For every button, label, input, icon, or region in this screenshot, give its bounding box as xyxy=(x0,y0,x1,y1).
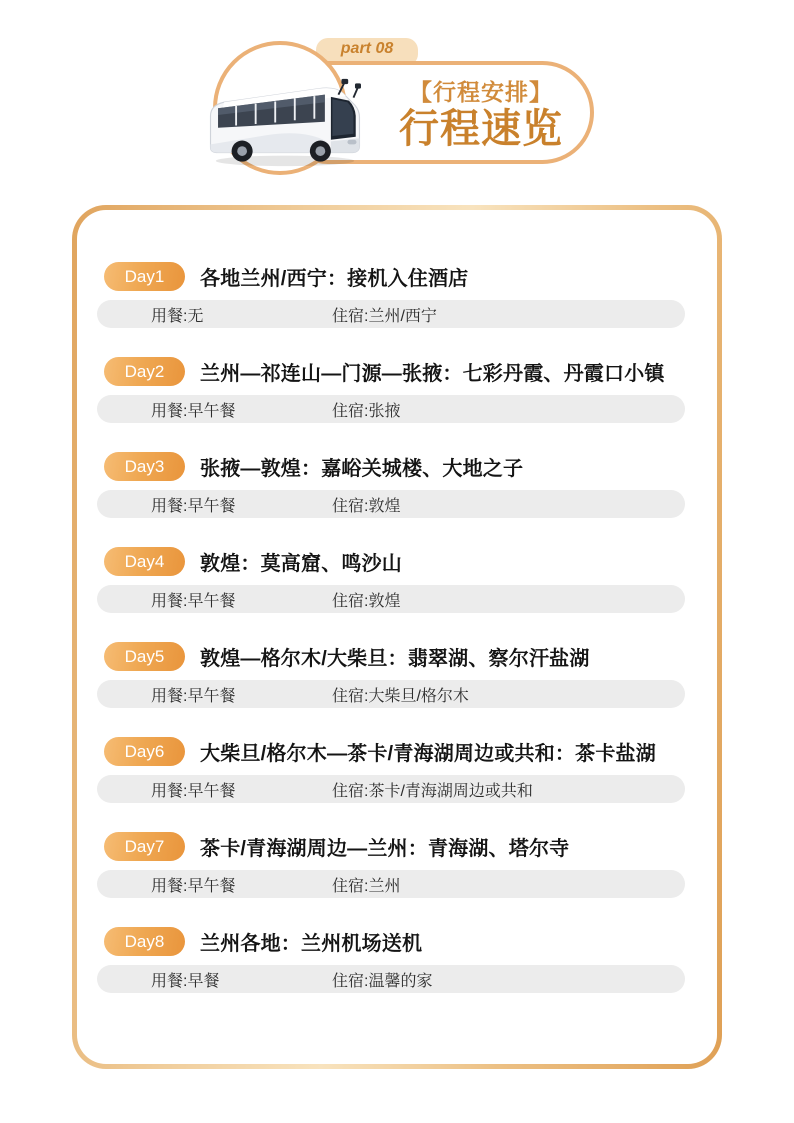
day-stay: 住宿:敦煌 xyxy=(332,592,401,610)
day-stay: 住宿:温馨的家 xyxy=(332,972,433,990)
day-row xyxy=(77,452,717,518)
day-badge: Day8 xyxy=(104,927,185,956)
day-stay: 住宿:兰州/西宁 xyxy=(332,307,437,325)
day-badge: Day2 xyxy=(104,357,185,386)
day-title: 大柴旦/格尔木—茶卡/青海湖周边或共和：茶卡盐湖 xyxy=(200,743,656,765)
day-header-line xyxy=(104,452,717,481)
day-title: 兰州各地：兰州机场送机 xyxy=(200,933,423,955)
day-header-line xyxy=(104,737,717,766)
day-row xyxy=(77,832,717,898)
day-badge: Day6 xyxy=(104,737,185,766)
day-title: 兰州—祁连山—门源—张掖：七彩丹霞、丹霞口小镇 xyxy=(200,363,665,385)
day-badge: Day7 xyxy=(104,832,185,861)
day-info-bar xyxy=(97,300,685,328)
coach-bus-icon xyxy=(206,70,364,172)
day-info-bar xyxy=(97,490,685,518)
day-info-bar xyxy=(97,965,685,993)
day-row xyxy=(77,357,717,423)
day-row xyxy=(77,262,717,328)
day-info-bar xyxy=(97,870,685,898)
day-meals: 用餐:早餐 xyxy=(151,972,220,990)
day-header-line xyxy=(104,927,717,956)
day-row xyxy=(77,547,717,613)
part-number-label: part 08 xyxy=(340,40,394,57)
day-header-line xyxy=(104,832,717,861)
day-meals: 用餐:早午餐 xyxy=(151,402,236,420)
day-badge: Day1 xyxy=(104,262,185,291)
day-stay: 住宿:兰州 xyxy=(332,877,401,895)
day-stay: 住宿:大柴旦/格尔木 xyxy=(332,687,469,705)
day-stay: 住宿:张掖 xyxy=(332,402,401,420)
day-meals: 用餐:无 xyxy=(151,307,204,325)
day-header-line xyxy=(104,357,717,386)
day-header-line xyxy=(104,262,717,291)
day-meals: 用餐:早午餐 xyxy=(151,877,236,895)
day-badge: Day4 xyxy=(104,547,185,576)
day-title: 敦煌：莫高窟、鸣沙山 xyxy=(200,553,402,575)
day-meals: 用餐:早午餐 xyxy=(151,592,236,610)
header-subtitle: 【行程安排】 xyxy=(409,79,553,105)
day-badge: Day3 xyxy=(104,452,185,481)
page-header xyxy=(0,0,794,205)
day-title: 敦煌—格尔木/大柴旦：翡翠湖、察尔汗盐湖 xyxy=(200,648,590,670)
day-row xyxy=(77,642,717,708)
itinerary-card-border xyxy=(72,205,722,1069)
day-title: 茶卡/青海湖周边—兰州：青海湖、塔尔寺 xyxy=(200,838,570,860)
day-info-bar xyxy=(97,395,685,423)
day-meals: 用餐:早午餐 xyxy=(151,497,236,515)
day-badge: Day5 xyxy=(104,642,185,671)
day-title: 张掖—敦煌：嘉峪关城楼、大地之子 xyxy=(200,458,524,480)
day-info-bar xyxy=(97,680,685,708)
day-stay: 住宿:敦煌 xyxy=(332,497,401,515)
day-meals: 用餐:早午餐 xyxy=(151,687,236,705)
day-header-line xyxy=(104,547,717,576)
day-meals: 用餐:早午餐 xyxy=(151,782,236,800)
day-info-bar xyxy=(97,775,685,803)
day-info-bar xyxy=(97,585,685,613)
day-title: 各地兰州/西宁：接机入住酒店 xyxy=(200,268,469,290)
day-row xyxy=(77,737,717,803)
day-stay: 住宿:茶卡/青海湖周边或共和 xyxy=(332,782,533,800)
header-title: 行程速览 xyxy=(399,107,563,151)
day-row xyxy=(77,927,717,993)
day-header-line xyxy=(104,642,717,671)
itinerary-card xyxy=(77,210,717,1064)
